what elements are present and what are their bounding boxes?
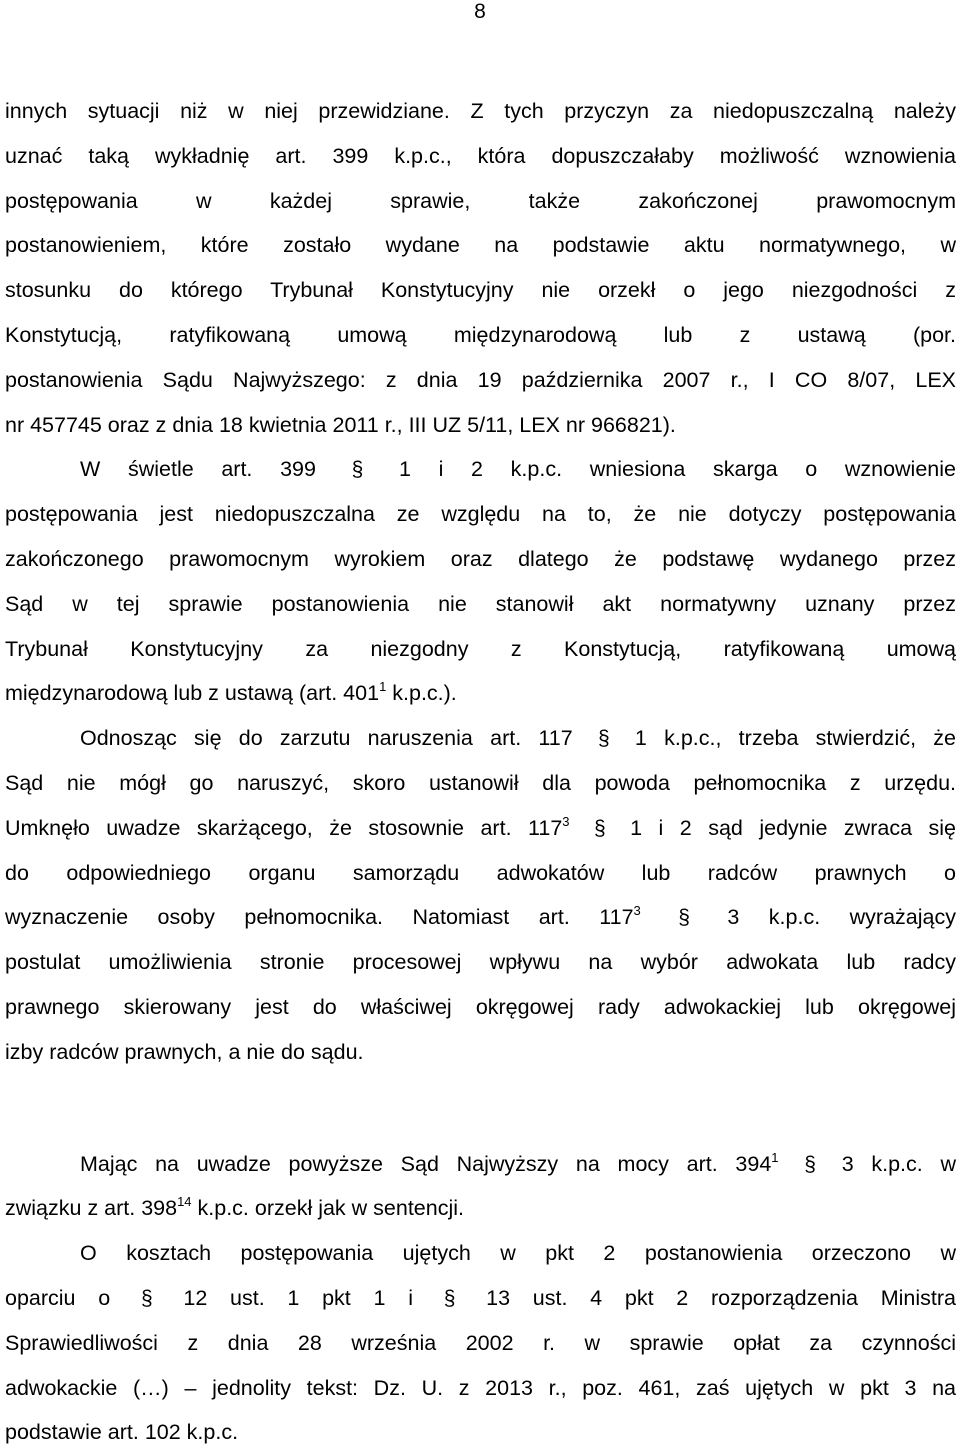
text-line: postanowieniem, które zostało wydane na podstawie aktu normatywnego, w — [5, 233, 956, 258]
text-line — [5, 895, 956, 940]
paragraph-3 — [5, 716, 956, 1074]
text-line: uznać taką wykładnię art. 399 k.p.c., która dopuszczałaby możliwość wznowienia — [5, 143, 956, 168]
superscript: 3 — [633, 903, 641, 919]
text-segment: 1 i 2 k.p.c. wniesiona skarga o wznowienie — [398, 457, 956, 482]
text-line: Sprawiedliwości z dnia 28 września 2002 r. w sprawie opłat za czynności — [5, 1330, 956, 1355]
page-number: 8 — [474, 0, 486, 23]
section-sign: § — [443, 1286, 456, 1310]
text-line: postanowienia Sądu Najwyższego: z dnia 19 października 2007 r., I CO 8/07, LEX — [5, 367, 956, 392]
text-line — [5, 447, 956, 492]
section-sign: § — [593, 816, 606, 840]
text-segment: 1 k.p.c., trzeba stwierdzić, że — [634, 726, 956, 751]
text-segment: wyznaczenie osoby pełnomocnika. Natomiast art. 117 — [5, 905, 634, 930]
section-sign: § — [804, 1152, 816, 1176]
text-line: O kosztach postępowania ujętych w pkt 2 postanowienia orzeczono w — [80, 1241, 956, 1266]
text-line: postulat umożliwienia stronie procesowej wpływu na wybór adwokata lub radcy — [5, 950, 956, 975]
document-body — [5, 89, 956, 1455]
text-line — [5, 716, 956, 761]
text-segment: 12 ust. 1 pkt 1 i — [183, 1285, 413, 1310]
text-line — [5, 1276, 956, 1321]
text-segment: Mając na uwadze powyższe Sąd Najwyższy na mocy art. 394 — [80, 1151, 772, 1176]
text-segment: k.p.c. orzekł jak w sentencji. — [191, 1196, 464, 1221]
superscript: 14 — [177, 1194, 192, 1210]
text-line — [5, 671, 956, 716]
text-line: Sąd w tej sprawie postanowienia nie stanowił akt normatywny uznany przez — [5, 591, 956, 616]
text-line: zakończonego prawomocnym wyrokiem oraz dlatego że podstawę wydanego przez — [5, 546, 956, 571]
text-segment: 3 k.p.c. wyrażający — [727, 905, 956, 930]
text-line: prawnego skierowany jest do właściwej okręgowej rady adwokackiej lub okręgowej — [5, 994, 956, 1019]
section-sign: § — [678, 906, 690, 930]
text-segment: Umknęło uwadze skarżącego, że stosownie art. 117 — [5, 815, 563, 840]
text-line: Trybunał Konstytucyjny za niezgodny z Konstytucją, ratyfikowaną umową — [5, 636, 956, 661]
text-segment: 1 i 2 sąd jedynie zwraca się — [630, 815, 956, 840]
text-line: innych sytuacji niż w niej przewidziane. Z tych przyczyn za niedopuszczalną należy — [5, 99, 956, 123]
text-line — [5, 806, 956, 851]
text-line: Konstytucją, ratyfikowaną umową międzynarodową lub z ustawą (por. — [5, 322, 956, 347]
text-line: adwokackie (…) – jednolity tekst: Dz. U. z 2013 r., poz. 461, zaś ujętych w pkt 3 na — [5, 1375, 956, 1400]
superscript: 1 — [379, 679, 387, 695]
text-segment: oparciu o — [5, 1285, 111, 1310]
text-segment: 13 ust. 4 pkt 2 rozporządzenia Ministra — [486, 1285, 956, 1310]
paragraph-4 — [5, 1142, 956, 1232]
text-segment: międzynarodową lub z ustawą (art. 401 — [5, 681, 380, 706]
text-line: izby radców prawnych, a nie do sądu. — [5, 1039, 364, 1064]
text-segment: związku z art. 398 — [5, 1196, 178, 1221]
section-sign: § — [140, 1286, 153, 1310]
text-segment: Odnosząc się do zarzutu naruszenia art. 117 — [80, 726, 573, 751]
text-line: nr 457745 oraz z dnia 18 kwietnia 2011 r., III UZ 5/11, LEX nr 966821). — [5, 412, 676, 437]
paragraph-5 — [5, 1231, 956, 1455]
text-segment: W świetle art. 399 — [80, 457, 316, 482]
text-line: podstawie art. 102 k.p.c. — [5, 1420, 239, 1445]
text-line — [5, 1142, 956, 1187]
text-line: postępowania w każdej sprawie, także zakończonej prawomocnym — [5, 188, 956, 213]
section-sign: § — [351, 458, 364, 482]
superscript: 1 — [771, 1149, 779, 1165]
text-line: postępowania jest niedopuszczalna ze względu na to, że nie dotyczy postępowania — [5, 502, 956, 527]
text-segment: k.p.c.). — [386, 681, 457, 706]
paragraph-gap — [5, 1075, 956, 1142]
text-line: Sąd nie mógł go naruszyć, skoro ustanowił dla powoda pełnomocnika z urzędu. — [5, 770, 956, 795]
paragraph-1 — [5, 89, 956, 447]
text-line: do odpowiedniego organu samorządu adwokatów lub radców prawnych o — [5, 860, 956, 885]
section-sign: § — [597, 727, 610, 751]
text-line: stosunku do którego Trybunał Konstytucyjny nie orzekł o jego niezgodności z — [5, 278, 956, 303]
superscript: 3 — [562, 813, 570, 829]
text-segment: 3 k.p.c. w — [841, 1151, 956, 1176]
text-line — [5, 1186, 956, 1231]
paragraph-2 — [5, 447, 956, 716]
